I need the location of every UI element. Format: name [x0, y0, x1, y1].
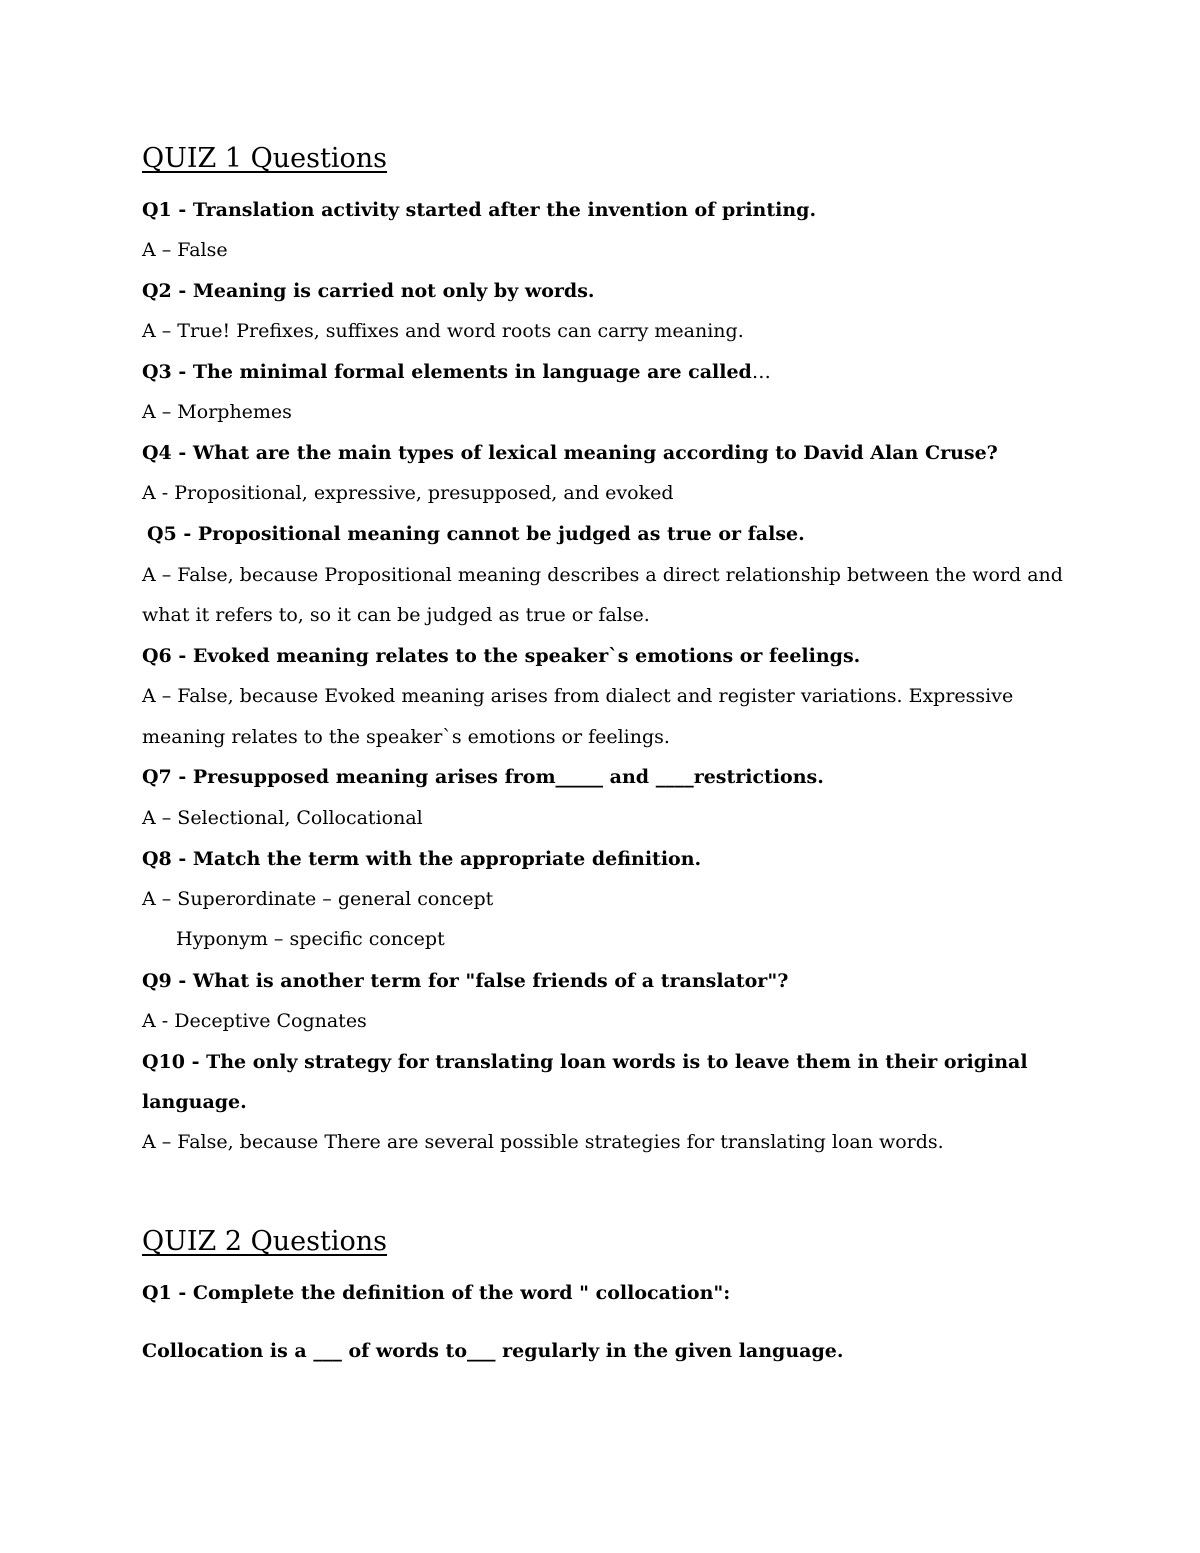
quiz1-a5-line2: what it refers to, so it can be judged as true or false.: [142, 604, 650, 626]
quiz1-a2: A – True! Prefixes, suffixes and word roots can carry meaning.: [142, 320, 744, 342]
quiz1-a10: A – False, because There are several possible strategies for translating loan words.: [142, 1131, 944, 1153]
quiz1-a6-line1: A – False, because Evoked meaning arises from dialect and register variations. Expressive: [142, 685, 1014, 707]
quiz1-a9: A - Deceptive Cognates: [142, 1010, 367, 1032]
quiz1-q9: Q9 - What is another term for "false friends of a translator"?: [142, 970, 789, 992]
quiz1-a6-line2: meaning relates to the speaker`s emotions or feelings.: [142, 726, 670, 748]
quiz1-a4: A - Propositional, expressive, presupposed, and evoked: [142, 482, 674, 504]
quiz2-q1: Q1 - Complete the definition of the word " collocation":: [142, 1282, 731, 1304]
quiz1-q3-text: Q3 - The minimal formal elements in language are called: [142, 361, 752, 383]
quiz1-q10-line1: Q10 - The only strategy for translating loan words is to leave them in their original: [142, 1051, 1028, 1073]
quiz1-q8: Q8 - Match the term with the appropriate definition.: [142, 848, 702, 870]
quiz1-q7: Q7 - Presupposed meaning arises from_____ and ____restrictions.: [142, 766, 824, 788]
quiz2-heading: QUIZ 2 Questions: [142, 1226, 388, 1257]
quiz1-a8-line1: A – Superordinate – general concept: [142, 888, 494, 910]
quiz1-a7: A – Selectional, Collocational: [142, 807, 423, 829]
quiz1-a5-line1: A – False, because Propositional meaning describes a direct relationship between the word and: [142, 564, 1063, 586]
quiz1-heading: QUIZ 1 Questions: [142, 143, 388, 174]
quiz1-q2: Q2 - Meaning is carried not only by words.: [142, 280, 595, 302]
quiz1-a3: A – Morphemes: [142, 401, 292, 423]
quiz1-q1: Q1 - Translation activity started after the invention of printing.: [142, 199, 817, 221]
quiz1-q3-ellipsis: …: [751, 361, 771, 383]
quiz1-a1: A – False: [142, 239, 228, 261]
quiz1-a8-line2: Hyponym – specific concept: [176, 928, 445, 950]
quiz1-q6: Q6 - Evoked meaning relates to the speaker`s emotions or feelings.: [142, 645, 861, 667]
quiz1-q3: [142, 361, 771, 383]
quiz1-q5: Q5 - Propositional meaning cannot be judged as true or false.: [147, 523, 805, 545]
quiz1-q10-line2: language.: [142, 1091, 247, 1113]
quiz2-q1-line2: Collocation is a ___ of words to___ regularly in the given language.: [142, 1340, 844, 1362]
quiz1-q4: Q4 - What are the main types of lexical meaning according to David Alan Cruse?: [142, 442, 998, 464]
